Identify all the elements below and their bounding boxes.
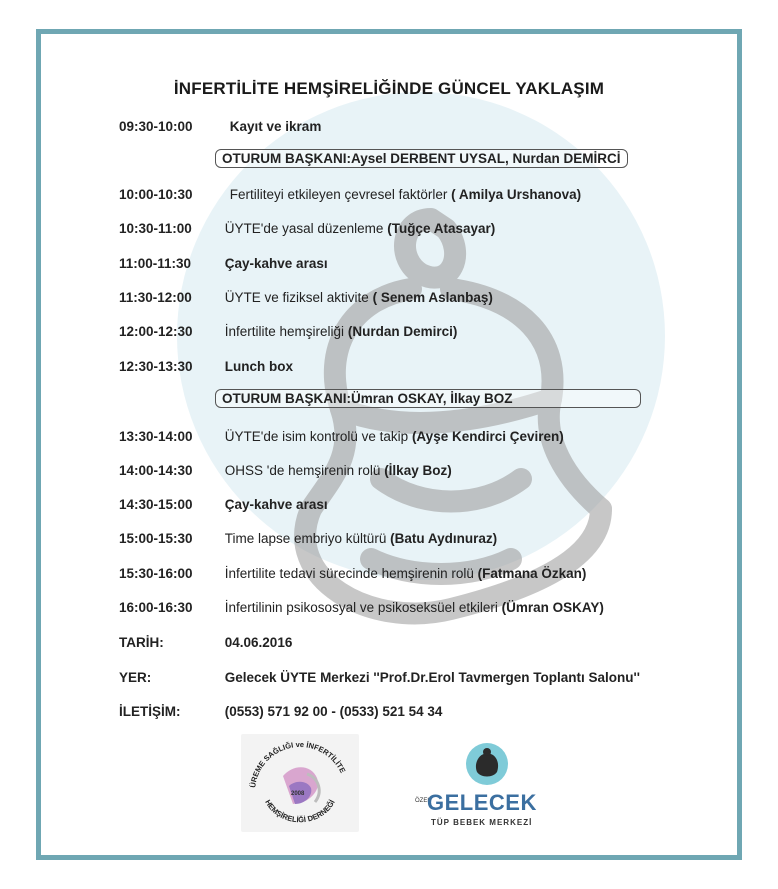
time-slot: 16:00-16:30 [119, 600, 193, 615]
speaker-name: (Tuğçe Atasayar) [387, 221, 496, 236]
contact-value: (0553) 571 92 00 - (0533) 521 54 34 [224, 704, 443, 719]
activity-text: İnfertilite hemşireliği [224, 324, 345, 339]
speaker-name: (İlkay Boz) [384, 463, 452, 478]
clinic-logo [413, 740, 553, 836]
schedule-row [119, 256, 328, 271]
speaker-name: (Ayşe Kendirci Çeviren) [411, 429, 564, 444]
clinic-subtitle: TÜP BEBEK MERKEZİ [431, 818, 533, 827]
schedule-row [119, 119, 321, 134]
time-slot: 12:00-12:30 [119, 324, 193, 339]
schedule-row [119, 429, 564, 444]
place-value: Gelecek ÜYTE Merkezi ''Prof.Dr.Erol Tavmergen Toplantı Salonu'' [224, 670, 640, 685]
place-row [119, 670, 640, 685]
activity-text: Time lapse embriyo kültürü [224, 531, 387, 546]
session-chair-box: OTURUM BAŞKANI:Aysel DERBENT UYSAL, Nurdan DEMİRCİ [215, 149, 628, 168]
association-year: 2008 [291, 791, 305, 797]
schedule-row [119, 324, 457, 339]
speaker-name: (Batu Aydınuraz) [390, 531, 498, 546]
schedule-row [119, 566, 586, 581]
speaker-name: (Fatmana Özkan) [477, 566, 587, 581]
time-slot: 15:30-16:00 [119, 566, 193, 581]
schedule-row [119, 221, 495, 236]
schedule-row [119, 359, 293, 374]
schedule-row [119, 463, 452, 478]
speaker-name: (Ümran OSKAY) [501, 600, 604, 615]
clinic-prefix: ÖZEL [415, 798, 431, 804]
association-bottom-text: HEMŞİRELİĞİ DERNEĞİ [263, 798, 337, 825]
activity-text: Çay-kahve arası [224, 497, 328, 512]
association-arc-text: ÜREME SAĞLIĞI ve İNFERTİLİTE [248, 739, 348, 789]
time-slot: 10:00-10:30 [119, 187, 193, 202]
page-title: İNFERTİLİTE HEMŞİRELİĞİNDE GÜNCEL YAKLAŞIM [173, 79, 605, 98]
time-slot: 13:30-14:00 [119, 429, 193, 444]
time-slot: 15:00-15:30 [119, 531, 193, 546]
schedule-row [119, 290, 493, 305]
time-slot: 10:30-11:00 [119, 221, 192, 236]
activity-text: OHSS 'de hemşirenin rolü [224, 463, 381, 478]
activity-text: Fertiliteyi etkileyen çevresel faktörler [229, 187, 448, 202]
activity-text: ÜYTE'de yasal düzenleme [224, 221, 384, 236]
time-slot: 14:30-15:00 [119, 497, 193, 512]
time-slot: 11:30-12:00 [119, 290, 192, 305]
contact-label: İLETİŞİM: [119, 704, 181, 719]
date-value: 04.06.2016 [224, 635, 293, 650]
time-slot: 11:00-11:30 [119, 256, 192, 271]
speaker-name: (Nurdan Demirci) [347, 324, 458, 339]
activity-text: İnfertilinin psikososyal ve psikoseksüel etkileri [224, 600, 498, 615]
time-slot: 12:30-13:30 [119, 359, 193, 374]
association-logo [241, 734, 359, 832]
schedule-row [119, 531, 497, 546]
time-slot: 09:30-10:00 [119, 119, 193, 134]
activity-text: Kayıt ve ikram [229, 119, 322, 134]
schedule-row [119, 600, 604, 615]
activity-text: İnfertilite tedavi sürecinde hemşirenin rolü [224, 566, 474, 581]
schedule-row [119, 187, 581, 202]
contact-row [119, 704, 442, 719]
activity-text: ÜYTE ve fiziksel aktivite [224, 290, 369, 305]
place-label: YER: [119, 670, 152, 685]
clinic-name: GELECEK [427, 790, 537, 815]
session-chair-box: OTURUM BAŞKANI:Ümran OSKAY, İlkay BOZ [215, 389, 641, 408]
speaker-name: ( Senem Aslanbaş) [372, 290, 493, 305]
clinic-figure-icon [463, 742, 511, 786]
time-slot: 14:00-14:30 [119, 463, 193, 478]
activity-text: Lunch box [224, 359, 294, 374]
schedule-row [119, 497, 328, 512]
activity-text: Çay-kahve arası [224, 256, 328, 271]
date-row [119, 635, 292, 650]
speaker-name: ( Amilya Urshanova) [451, 187, 582, 202]
association-emblem [241, 734, 359, 832]
date-label: TARİH: [119, 635, 164, 650]
activity-text: ÜYTE'de isim kontrolü ve takip [224, 429, 409, 444]
poster-frame [36, 29, 742, 860]
